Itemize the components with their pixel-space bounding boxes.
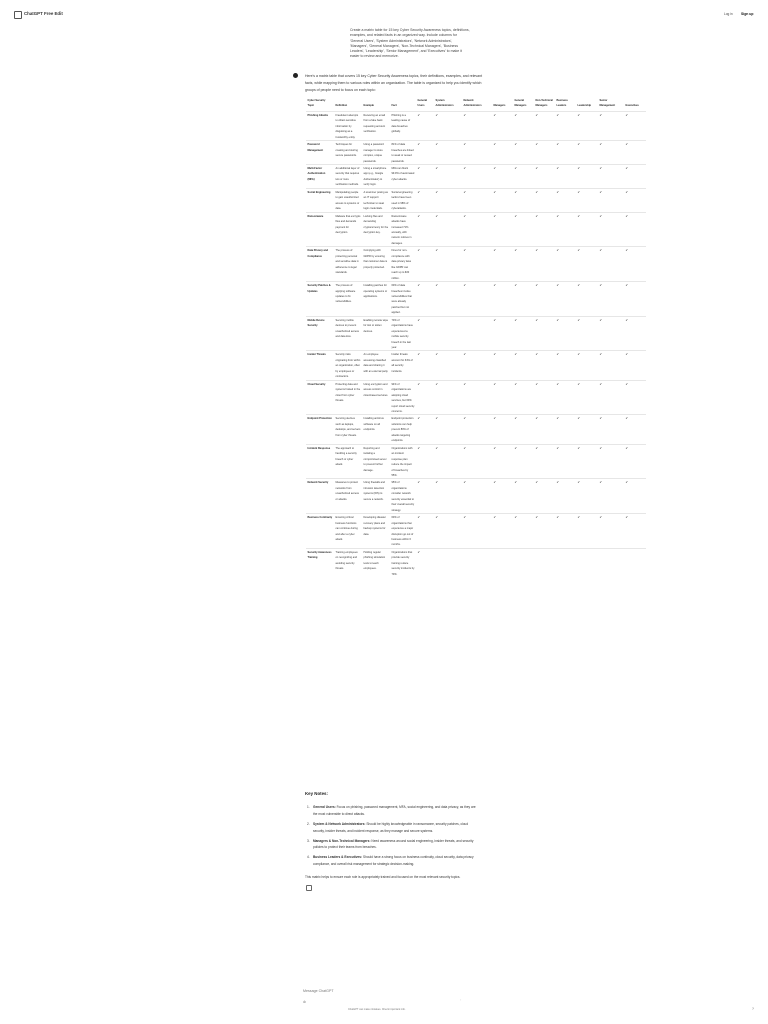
checkmark-icon: ✔ xyxy=(513,141,534,165)
checkmark-icon: ✔ xyxy=(434,164,462,188)
checkmark-icon: ✔ xyxy=(534,282,555,317)
checkmark-icon: ✔ xyxy=(534,380,555,415)
checkmark-icon: ✔ xyxy=(598,141,624,165)
checkmark-icon: ✔ xyxy=(416,188,434,212)
checkmark-icon: ✔ xyxy=(624,212,646,247)
checkmark-icon: ✔ xyxy=(598,212,624,247)
checkmark-icon: ✔ xyxy=(534,514,555,549)
checkmark-icon: ✔ xyxy=(462,212,492,247)
cell-definition: The approach to handling a security breach or cyber attack. xyxy=(334,444,362,479)
checkmark-icon: ✔ xyxy=(513,514,534,549)
checkmark-icon: ✔ xyxy=(624,316,646,351)
cell-fact: Organizations with an incident response plan reduce the impact of breaches by 55%. xyxy=(390,444,416,479)
cell-topic: Insider Threats xyxy=(306,351,334,380)
note-number: 3. xyxy=(307,838,310,843)
checkmark-icon: ✔ xyxy=(576,514,598,549)
table-row xyxy=(306,514,646,549)
cell-definition: Training employees on recognizing and avoiding security threats. xyxy=(334,548,362,577)
cell-example: Installing patches for operating systems or applications. xyxy=(362,282,390,317)
cell-example: Developing disaster recovery plans and backup systems for data. xyxy=(362,514,390,549)
checkmark-icon: ✔ xyxy=(462,164,492,188)
cell-fact: 60% of data breaches involve vulnerabilities that were already patched but not applied. xyxy=(390,282,416,317)
key-notes-heading: Key Notes: xyxy=(305,791,328,796)
checkmark-icon: ✔ xyxy=(416,164,434,188)
key-note-item xyxy=(305,838,480,852)
column-header: Executives xyxy=(625,104,639,108)
checkmark-icon: ✔ xyxy=(492,282,513,317)
cell-definition: Ensuring critical business functions can continue during and after a cyber attack. xyxy=(334,514,362,549)
cell-fact: Organizations that provide security training reduce security incidents by 70%. xyxy=(390,548,416,577)
copy-icon[interactable] xyxy=(306,885,312,891)
cell-example: An employee accessing classified data and sharing it with an external party. xyxy=(362,351,390,380)
login-button[interactable]: Log in xyxy=(724,12,733,16)
checkmark-icon: ✔ xyxy=(513,164,534,188)
checkmark-icon: ✔ xyxy=(534,141,555,165)
checkmark-icon: ✔ xyxy=(576,212,598,247)
note-number: 1. xyxy=(307,804,310,809)
cell-topic: Business Continuity xyxy=(306,514,334,549)
cell-topic: Data Privacy and Compliance xyxy=(306,247,334,282)
note-text: Should be highly knowledgeable in ransomware, security patches, cloud security, insider threats, and incident response, as they manage and secure systems. xyxy=(313,821,469,833)
cell-topic: Password Management xyxy=(306,141,334,165)
checkmark-icon: ✔ xyxy=(598,444,624,479)
checkmark-icon: ✔ xyxy=(624,479,646,514)
checkmark-icon: ✔ xyxy=(492,111,513,140)
cell-topic: Security Patches & Updates xyxy=(306,282,334,317)
empty-cell xyxy=(462,548,492,577)
closing-text: This matrix helps to ensure each role is appropriately trained and focused on the most relevant security topics. xyxy=(305,875,461,880)
cell-example: Locking files and demanding cryptocurrency for the decryption key. xyxy=(362,212,390,247)
empty-cell xyxy=(598,548,624,577)
table-row xyxy=(306,548,646,577)
checkmark-icon: ✔ xyxy=(534,212,555,247)
table-row xyxy=(306,479,646,514)
table-row xyxy=(306,164,646,188)
checkmark-icon: ✔ xyxy=(598,380,624,415)
cell-fact: 81% of data breaches are linked to weak or reused passwords. xyxy=(390,141,416,165)
cell-example: Reporting and isolating a compromised server to prevent further damage. xyxy=(362,444,390,479)
checkmark-icon: ✔ xyxy=(434,351,462,380)
cell-fact: 95% of organizations consider network security essential to their overall security strategy. xyxy=(390,479,416,514)
checkmark-icon: ✔ xyxy=(576,164,598,188)
checkmark-icon: ✔ xyxy=(434,444,462,479)
checkmark-icon: ✔ xyxy=(416,282,434,317)
cell-definition: Protecting data and systems hosted in the cloud from cyber threats. xyxy=(334,380,362,415)
checkmark-icon: ✔ xyxy=(624,188,646,212)
checkmark-icon: ✔ xyxy=(598,164,624,188)
signup-button[interactable]: Sign up xyxy=(738,10,756,17)
column-header: Managers xyxy=(493,104,506,108)
column-header: Business Leaders xyxy=(556,99,568,108)
checkmark-icon: ✔ xyxy=(598,282,624,317)
empty-cell xyxy=(462,316,492,351)
table-row xyxy=(306,415,646,444)
checkmark-icon: ✔ xyxy=(534,479,555,514)
cell-example: Complying with GDPR by ensuring that customer data is properly protected. xyxy=(362,247,390,282)
checkmark-icon: ✔ xyxy=(624,514,646,549)
checkmark-icon: ✔ xyxy=(434,415,462,444)
checkmark-icon: ✔ xyxy=(416,380,434,415)
checkmark-icon: ✔ xyxy=(434,282,462,317)
note-label: Business Leaders & Executives: xyxy=(313,855,363,860)
checkmark-icon: ✔ xyxy=(624,141,646,165)
checkmark-icon: ✔ xyxy=(576,444,598,479)
cell-topic: Ransomware xyxy=(306,212,334,247)
checkmark-icon: ✔ xyxy=(513,212,534,247)
checkmark-icon: ✔ xyxy=(416,415,434,444)
note-text: Focus on phishing, password management, MFA, social engineering, and data privacy, as they are the most vulnerable to direct attacks. xyxy=(313,804,476,816)
table-row xyxy=(306,282,646,317)
checkmark-icon: ✔ xyxy=(434,514,462,549)
checkmark-icon: ✔ xyxy=(576,188,598,212)
note-text: Should have a strong focus on business continuity, cloud security, data privacy compliance, and overall risk management for strategic decision-making. xyxy=(313,855,474,867)
checkmark-icon: ✔ xyxy=(492,380,513,415)
checkmark-icon: ✔ xyxy=(576,415,598,444)
column-header: Senior Management xyxy=(599,99,616,108)
checkmark-icon: ✔ xyxy=(624,247,646,282)
checkmark-icon: ✔ xyxy=(598,188,624,212)
table-row xyxy=(306,212,646,247)
checkmark-icon: ✔ xyxy=(555,444,576,479)
checkmark-icon: ✔ xyxy=(513,282,534,317)
table-row xyxy=(306,444,646,479)
help-icon[interactable]: ? xyxy=(752,1007,754,1011)
table-row xyxy=(306,111,646,140)
cell-fact: Fines for non-compliance with data privacy laws like GDPR can reach up to €20 million. xyxy=(390,247,416,282)
cell-topic: Mobile Device Security xyxy=(306,316,334,351)
checkmark-icon: ✔ xyxy=(492,141,513,165)
checkmark-icon: ✔ xyxy=(534,415,555,444)
cell-topic: Cloud Security xyxy=(306,380,334,415)
empty-cell xyxy=(534,548,555,577)
checkmark-icon: ✔ xyxy=(555,282,576,317)
note-text: Need awareness around social engineering, insider threats, and security policies to protect their teams from breaches. xyxy=(313,838,474,850)
key-note-item xyxy=(305,821,480,835)
checkmark-icon: ✔ xyxy=(598,514,624,549)
checkmark-icon: ✔ xyxy=(492,514,513,549)
message-input[interactable]: Message ChatGPT xyxy=(303,989,334,993)
checkmark-icon: ✔ xyxy=(624,164,646,188)
note-number: 2. xyxy=(307,821,310,826)
checkmark-icon: ✔ xyxy=(513,380,534,415)
column-header: Non-Technical Managers xyxy=(535,99,553,108)
checkmark-icon: ✔ xyxy=(576,282,598,317)
checkmark-icon: ✔ xyxy=(416,316,434,351)
checkmark-icon: ✔ xyxy=(416,479,434,514)
cell-definition: Manipulating people to gain unauthorized access to systems or data. xyxy=(334,188,362,212)
checkmark-icon: ✔ xyxy=(492,444,513,479)
message-composer[interactable] xyxy=(300,985,470,1005)
table-row xyxy=(306,247,646,282)
checkmark-icon: ✔ xyxy=(513,247,534,282)
checkmark-icon: ✔ xyxy=(555,247,576,282)
empty-cell xyxy=(624,548,646,577)
checkmark-icon: ✔ xyxy=(555,380,576,415)
cell-definition: Malware that encrypts files and demands payment for decryption. xyxy=(334,212,362,247)
table-row xyxy=(306,316,646,351)
checkmark-icon: ✔ xyxy=(492,415,513,444)
checkmark-icon: ✔ xyxy=(462,479,492,514)
empty-cell xyxy=(434,548,462,577)
checkmark-icon: ✔ xyxy=(492,164,513,188)
checkmark-icon: ✔ xyxy=(513,111,534,140)
checkmark-icon: ✔ xyxy=(534,444,555,479)
checkmark-icon: ✔ xyxy=(576,141,598,165)
disclaimer-footer: ChatGPT can make mistakes. Check important info. xyxy=(348,1008,406,1011)
checkmark-icon: ✔ xyxy=(416,212,434,247)
checkmark-icon: ✔ xyxy=(534,316,555,351)
checkmark-icon: ✔ xyxy=(492,479,513,514)
checkmark-icon: ✔ xyxy=(513,444,534,479)
cell-topic: Incident Response xyxy=(306,444,334,479)
column-header: Cyber Security Topic xyxy=(307,99,326,108)
column-header: Network Administrators xyxy=(463,99,482,108)
checkmark-icon: ✔ xyxy=(416,111,434,140)
cell-definition: Techniques for creating and storing secure passwords. xyxy=(334,141,362,165)
cell-fact: Endpoint protection solutions can help prevent 80% of attacks targeting endpoints. xyxy=(390,415,416,444)
cell-example: Using a password manager to store complex, unique passwords. xyxy=(362,141,390,165)
column-header: Definition xyxy=(335,104,348,108)
column-header: System Administrators xyxy=(435,99,454,108)
checkmark-icon: ✔ xyxy=(434,141,462,165)
checkmark-icon: ✔ xyxy=(492,212,513,247)
checkmark-icon: ✔ xyxy=(555,141,576,165)
checkmark-icon: ✔ xyxy=(555,351,576,380)
cell-definition: Securing devices such as laptops, desktops, and servers from cyber threats. xyxy=(334,415,362,444)
checkmark-icon: ✔ xyxy=(624,415,646,444)
checkmark-icon: ✔ xyxy=(416,351,434,380)
checkmark-icon: ✔ xyxy=(462,514,492,549)
checkmark-icon: ✔ xyxy=(624,111,646,140)
checkmark-icon: ✔ xyxy=(513,415,534,444)
checkmark-icon: ✔ xyxy=(492,316,513,351)
send-icon[interactable]: ↑ xyxy=(460,998,462,1002)
checkmark-icon: ✔ xyxy=(555,514,576,549)
checkmark-icon: ✔ xyxy=(555,415,576,444)
checkmark-icon: ✔ xyxy=(576,316,598,351)
note-number: 4. xyxy=(307,855,310,860)
checkmark-icon: ✔ xyxy=(598,316,624,351)
column-header: Leadership xyxy=(577,104,592,108)
checkmark-icon: ✔ xyxy=(555,316,576,351)
checkmark-icon: ✔ xyxy=(624,351,646,380)
empty-cell xyxy=(434,316,462,351)
column-header: General Users xyxy=(417,99,427,108)
assistant-intro: Here's a matrix table that covers 15 key Cyber Security Awareness topics, their definitions, examples, and relevant facts, while mapping them to various roles within an organization. The table is organized to help you identify which groups of people need to focus on each topic: xyxy=(305,74,483,92)
table-row xyxy=(306,141,646,165)
empty-cell xyxy=(513,548,534,577)
sidebar-icon[interactable] xyxy=(14,11,22,19)
checkmark-icon: ✔ xyxy=(462,444,492,479)
checkmark-icon: ✔ xyxy=(462,380,492,415)
checkmark-icon: ✔ xyxy=(576,247,598,282)
cell-example: Enabling remote wipe for lost or stolen devices. xyxy=(362,316,390,351)
topic-matrix-table xyxy=(306,97,646,577)
checkmark-icon: ✔ xyxy=(534,188,555,212)
cell-topic: Multi-Factor Authentication (MFA) xyxy=(306,164,334,188)
checkmark-icon: ✔ xyxy=(434,188,462,212)
cell-topic: Security Awareness Training xyxy=(306,548,334,577)
checkmark-icon: ✔ xyxy=(624,380,646,415)
key-notes xyxy=(305,791,480,881)
checkmark-icon: ✔ xyxy=(513,316,534,351)
checkmark-icon: ✔ xyxy=(462,351,492,380)
cell-fact: 70% of organizations have experienced a mobile security breach in the last year. xyxy=(390,316,416,351)
checkmark-icon: ✔ xyxy=(555,479,576,514)
cell-definition: An additional layer of security that requires two or more verification methods. xyxy=(334,164,362,188)
checkmark-icon: ✔ xyxy=(555,212,576,247)
table-row xyxy=(306,351,646,380)
cell-definition: Fraudulent attempts to obtain sensitive information by disguising as a trustworthy entity. xyxy=(334,111,362,140)
checkmark-icon: ✔ xyxy=(492,351,513,380)
checkmark-icon: ✔ xyxy=(624,444,646,479)
checkmark-icon: ✔ xyxy=(462,247,492,282)
checkmark-icon: ✔ xyxy=(513,188,534,212)
checkmark-icon: ✔ xyxy=(555,111,576,140)
checkmark-icon: ✔ xyxy=(598,247,624,282)
checkmark-icon: ✔ xyxy=(462,188,492,212)
assistant-avatar-icon xyxy=(293,73,298,78)
cell-fact: Ransomware attacks have increased 71% annually, with ransom notices in damages. xyxy=(390,212,416,247)
column-header: Fact xyxy=(391,104,397,108)
cell-fact: Phishing is a leading cause of data breaches globally. xyxy=(390,111,416,140)
checkmark-icon: ✔ xyxy=(462,282,492,317)
cell-definition: Security risks originating from within an organization, often by employees or contractors. xyxy=(334,351,362,380)
empty-cell xyxy=(492,548,513,577)
table-header-row xyxy=(306,97,646,111)
checkmark-icon: ✔ xyxy=(534,247,555,282)
checkmark-icon: ✔ xyxy=(434,247,462,282)
cell-example: Using encryption and access control in cloud-based services. xyxy=(362,380,390,415)
cell-definition: The process of applying software updates to fix vulnerabilities. xyxy=(334,282,362,317)
checkmark-icon: ✔ xyxy=(576,111,598,140)
cell-example: Receiving an email from a fake bank requesting account verification. xyxy=(362,111,390,140)
cell-topic: Phishing Attacks xyxy=(306,111,334,140)
checkmark-icon: ✔ xyxy=(555,188,576,212)
top-bar xyxy=(0,0,768,28)
checkmark-icon: ✔ xyxy=(416,514,434,549)
checkmark-icon: ✔ xyxy=(434,212,462,247)
cell-topic: Endpoint Protection xyxy=(306,415,334,444)
paperclip-icon[interactable]: ⊘ xyxy=(303,1000,307,1004)
checkmark-icon: ✔ xyxy=(598,111,624,140)
cell-fact: MFA can block 99.9% of automated cyber attacks. xyxy=(390,164,416,188)
checkmark-icon: ✔ xyxy=(598,479,624,514)
checkmark-icon: ✔ xyxy=(513,351,534,380)
cell-example: Using firewalls and intrusion detection systems (IDS) to secure a network. xyxy=(362,479,390,514)
cell-fact: Insider threats account for 34% of all security incidents. xyxy=(390,351,416,380)
app-title[interactable]: ChatGPT Free Edit xyxy=(24,11,63,16)
checkmark-icon: ✔ xyxy=(513,479,534,514)
cell-definition: The process of protecting personal and sensitive data in adherence to legal standards. xyxy=(334,247,362,282)
checkmark-icon: ✔ xyxy=(462,415,492,444)
checkmark-icon: ✔ xyxy=(534,351,555,380)
checkmark-icon: ✔ xyxy=(462,141,492,165)
checkmark-icon: ✔ xyxy=(534,164,555,188)
checkmark-icon: ✔ xyxy=(434,380,462,415)
cell-definition: Securing mobile devices to prevent unauthorized access and data loss. xyxy=(334,316,362,351)
checkmark-icon: ✔ xyxy=(492,188,513,212)
checkmark-icon: ✔ xyxy=(576,351,598,380)
checkmark-icon: ✔ xyxy=(434,111,462,140)
checkmark-icon: ✔ xyxy=(462,111,492,140)
empty-cell xyxy=(576,548,598,577)
table-row xyxy=(306,380,646,415)
cell-example: A scammer posing as an IT support technician to steal login credentials. xyxy=(362,188,390,212)
cell-definition: Measures to protect networks from unauthorized access or attacks. xyxy=(334,479,362,514)
column-header: Example xyxy=(363,104,374,108)
column-header: General Managers xyxy=(514,99,527,108)
user-message: Create a matrix table for 15 key Cyber Security Awareness topics, definitions, examples, and related facts in an organized way. Include columns for 'General Users', 'System Administrators', 'Network Administrators', 'Managers', 'General Managers', 'Non-Technical Managers', 'Business Leaders', 'Leadership', 'Senior Management', and 'Executives' to make it easier to review and memorize. xyxy=(350,28,470,59)
cell-fact: 60% of organizations that experience a major disruption go out of business within 6 months. xyxy=(390,514,416,549)
empty-cell xyxy=(555,548,576,577)
cell-fact: Social engineering tactics have been used in 98% of cyberattacks. xyxy=(390,188,416,212)
cell-fact: 94% of organizations are adopting cloud services, but 60% report cloud security concerns. xyxy=(390,380,416,415)
key-note-item xyxy=(305,804,480,818)
note-label: Managers & Non-Technical Managers: xyxy=(313,838,371,843)
checkmark-icon: ✔ xyxy=(416,548,434,577)
cell-topic: Network Security xyxy=(306,479,334,514)
checkmark-icon: ✔ xyxy=(624,282,646,317)
cell-example: Holding regular phishing simulation tests to teach employees. xyxy=(362,548,390,577)
cell-example: Installing antivirus software on all endpoints. xyxy=(362,415,390,444)
checkmark-icon: ✔ xyxy=(555,164,576,188)
cell-topic: Social Engineering xyxy=(306,188,334,212)
checkmark-icon: ✔ xyxy=(598,415,624,444)
checkmark-icon: ✔ xyxy=(492,247,513,282)
checkmark-icon: ✔ xyxy=(434,479,462,514)
note-label: System & Network Administrators: xyxy=(313,821,366,826)
checkmark-icon: ✔ xyxy=(576,479,598,514)
key-note-item xyxy=(305,854,480,868)
cell-example: Using a smartphone app (e.g., Google Authenticator) to verify login. xyxy=(362,164,390,188)
checkmark-icon: ✔ xyxy=(598,351,624,380)
checkmark-icon: ✔ xyxy=(416,247,434,282)
table-row xyxy=(306,188,646,212)
checkmark-icon: ✔ xyxy=(534,111,555,140)
checkmark-icon: ✔ xyxy=(416,444,434,479)
checkmark-icon: ✔ xyxy=(416,141,434,165)
checkmark-icon: ✔ xyxy=(576,380,598,415)
note-label: General Users: xyxy=(313,804,336,809)
